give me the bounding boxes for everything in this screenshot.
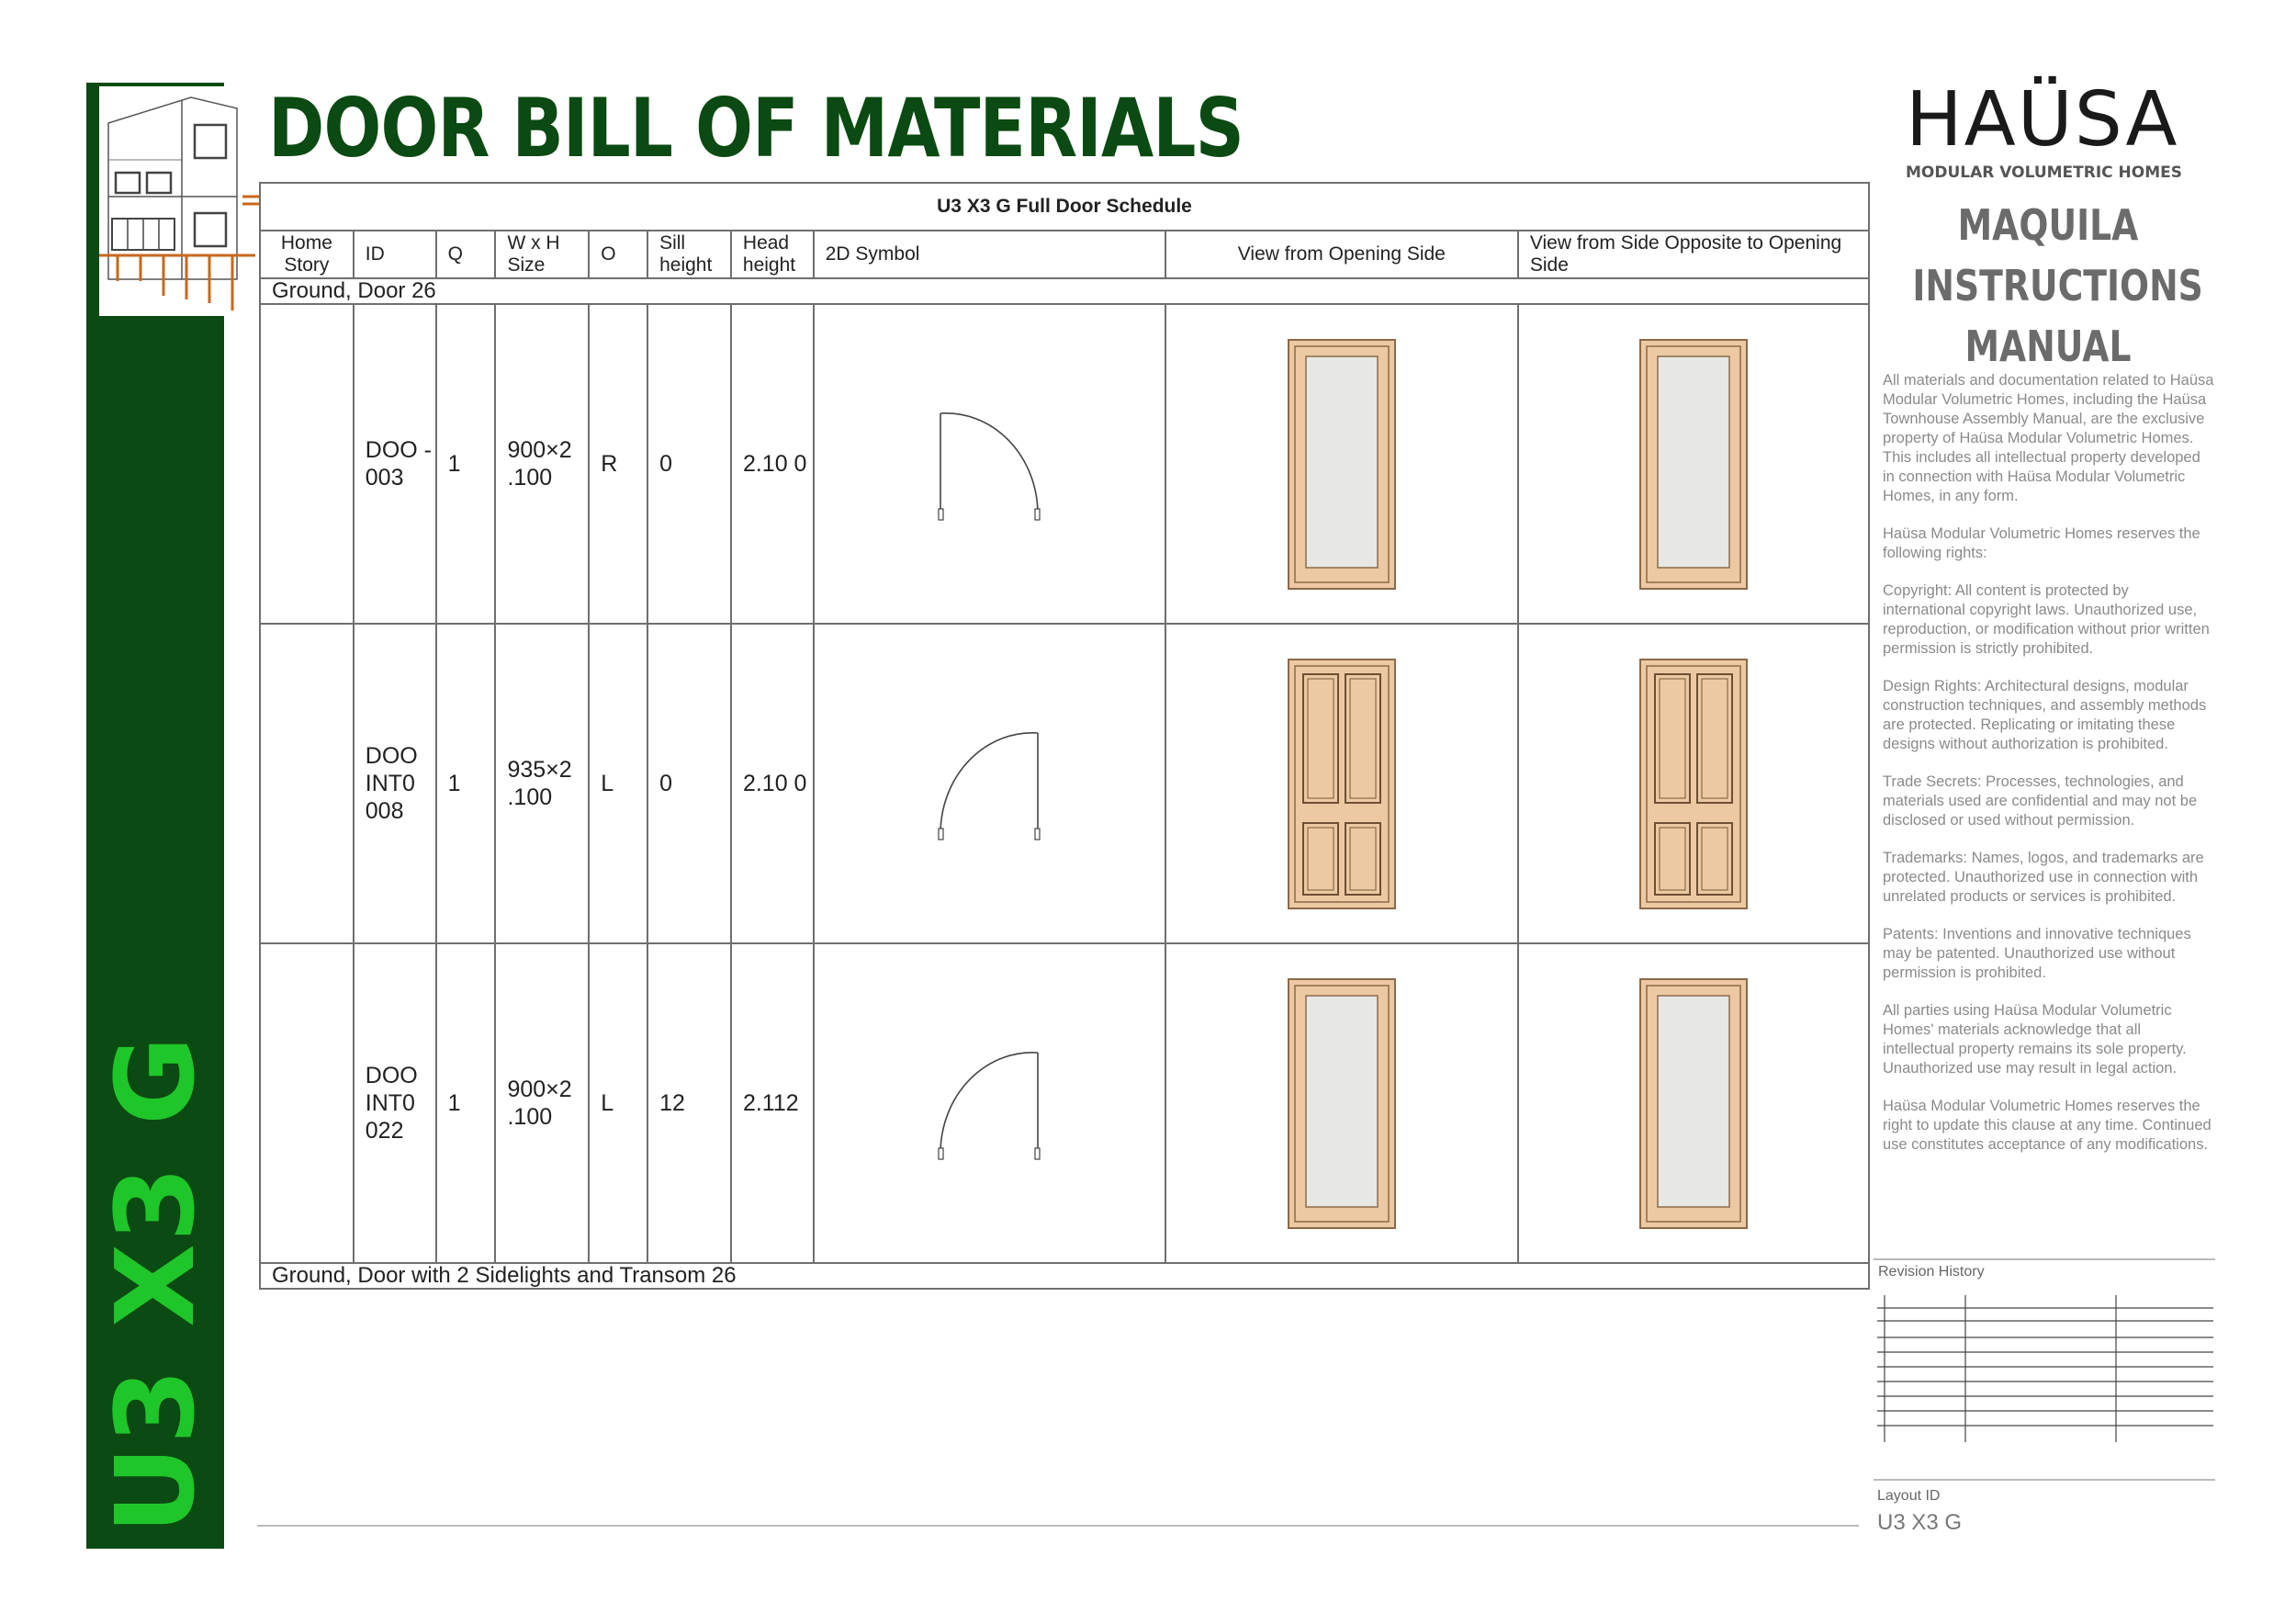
cell-view-opening [1166,305,1519,623]
table-row [261,625,1868,944]
cell-q: 1 [437,944,497,1262]
cell-home-story [261,944,355,1262]
schedule-rows [261,305,1868,1262]
cell-o: R [590,305,648,623]
house-illustration [99,86,261,316]
cell-head: 2.10 0 [732,305,815,623]
cell-view-opening [1166,625,1519,942]
manual-title [1912,195,2203,377]
legal-paragraph: Design Rights: Architectural designs, modular construction techniques, and assembly methods are protected. Replicating or imitating these designs without authorization is prohibited. [1883,678,2207,752]
cell-id: DOO INT0 008 [355,625,437,942]
schedule-header-row [261,231,1868,279]
side-band-label [86,1020,224,1549]
glazed-door-icon [1287,338,1397,591]
page-title: DOOR BILL OF MATERIALS [268,81,1244,175]
door-swing-left-icon [929,724,1049,843]
manual-line: MAQUILA [1957,200,2139,250]
cell-o: L [590,944,648,1262]
glazed-door-icon [1638,977,1749,1230]
panel-door-icon [1287,658,1397,910]
header-sill: Sill height [648,231,732,277]
cell-size: 900×2 .100 [496,305,590,623]
cell-view-opening [1166,944,1519,1262]
legal-notice [1883,371,2215,1173]
manual-line: INSTRUCTIONS [1912,261,2203,310]
schedule-title: U3 X3 G Full Door Schedule [261,184,1868,231]
logo-tagline: MODULAR VOLUMETRIC HOMES [1906,164,2183,182]
group-label-top: Ground, Door 26 [261,279,1868,305]
header-view-opening: View from Opening Side [1166,231,1519,277]
cell-q: 1 [437,305,497,623]
cell-size: 900×2 .100 [496,944,590,1262]
side-band-text: U3 X3 G [92,1033,219,1535]
divider [1874,1479,2215,1481]
cell-id: DOO - 003 [355,305,437,623]
cell-sill: 0 [648,305,732,623]
table-row [261,305,1868,625]
legal-paragraph: Haüsa Modular Volumetric Homes reserves the following rights: [1883,525,2200,561]
cell-head: 2.112 [732,944,815,1262]
cell-q: 1 [437,625,497,942]
glazed-door-icon [1638,338,1749,591]
divider [1874,1258,2215,1260]
group-label-bottom: Ground, Door with 2 Sidelights and Transom 26 [261,1262,1868,1288]
cell-view-opposite [1519,625,1868,942]
legal-paragraph: All parties using Haüsa Modular Volumetric Homes' materials acknowledge that all intellectual property remains its sole property. Unauthorized use may result in legal action. [1883,1002,2187,1077]
cell-size: 935×2 .100 [496,625,590,942]
header-symbol: 2D Symbol [815,231,1166,277]
legal-paragraph: Trademarks: Names, logos, and trademarks are protected. Unauthorized use in connection with unrelated products or services is prohibited. [1883,850,2204,905]
cell-view-opposite [1519,305,1868,623]
cell-2d-symbol [815,944,1166,1262]
revision-history-label: Revision History [1878,1264,1985,1280]
door-schedule-table [259,182,1870,1290]
header-id: ID [355,231,437,277]
header-size: W x H Size [496,231,590,277]
cell-o: L [590,625,648,942]
cell-2d-symbol [815,305,1166,623]
logo-wordmark: HAÜSA [1906,76,2179,164]
cell-2d-symbol [815,625,1166,942]
legal-paragraph: All materials and documentation related to Haüsa Modular Volumetric Homes, including the Haüsa Townhouse Assembly Manual, are the exclusive property of Haüsa Modular Volumetric Homes. This includes all intellectual property developed in connection with Haüsa Modular Volumetric Homes, in any form. [1883,372,2214,504]
table-row [261,944,1868,1262]
legal-paragraph: Copyright: All content is protected by international copyright laws. Unauthorized use, reproduction, or modification without prior written permission is strictly prohibited. [1883,582,2210,657]
cell-head: 2.10 0 [732,625,815,942]
cell-sill: 12 [648,944,732,1262]
legal-paragraph: Trade Secrets: Processes, technologies, and materials used are confidential and may not be disclosed or used without permission. [1883,773,2198,829]
legal-paragraph: Haüsa Modular Volumetric Homes reserves the right to update this clause at any time. Continued use constitutes acceptance of any modifications. [1883,1098,2212,1153]
cell-home-story [261,625,355,942]
hausa-logo [1906,76,2190,182]
cell-home-story [261,305,355,623]
header-o: O [590,231,648,277]
panel-door-icon [1638,658,1749,910]
header-head: Head height [732,231,815,277]
layout-id-value: U3 X3 G [1877,1510,1963,1535]
layout-id-label: Layout ID [1877,1488,1941,1504]
door-swing-right-icon [929,404,1049,524]
header-q: Q [437,231,497,277]
footer-divider [257,1525,1859,1527]
manual-line: MANUAL [1964,321,2132,371]
cell-id: DOO INT0 022 [355,944,437,1262]
cell-view-opposite [1519,944,1868,1262]
header-home-story: Home Story [261,231,355,277]
legal-paragraph: Patents: Inventions and innovative techniques may be patented. Unauthorized use without permission is prohibited. [1883,926,2191,981]
revision-history-grid [1877,1295,2213,1442]
glazed-door-icon [1287,977,1397,1230]
door-swing-left-icon [929,1043,1049,1163]
header-view-opposite: View from Side Opposite to Opening Side [1529,231,1842,276]
cell-sill: 0 [648,625,732,942]
